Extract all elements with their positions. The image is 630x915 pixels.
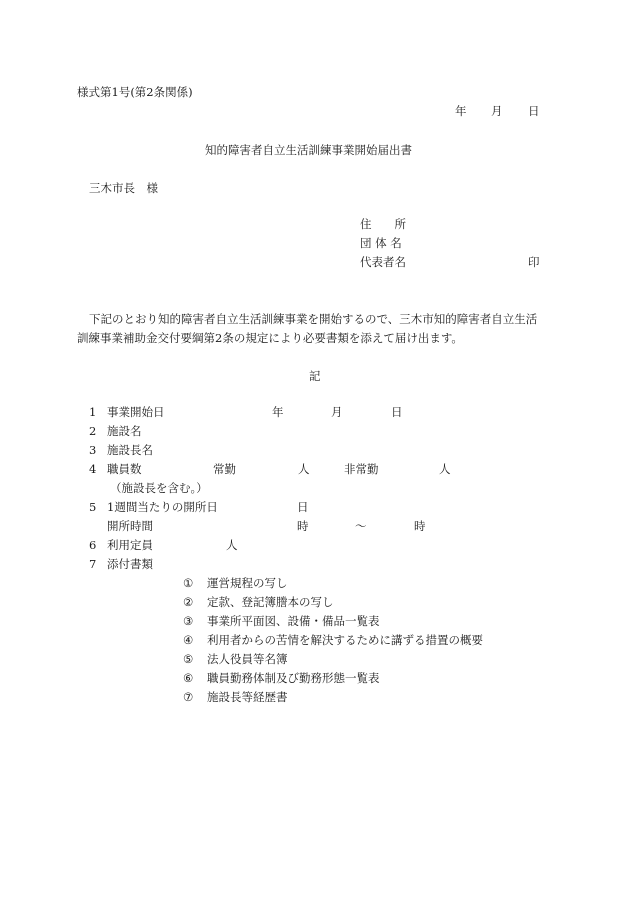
attachment-text: 利用者からの苦情を解決するために講ずる措置の概要 [207, 633, 483, 647]
body-line-2: 訓練事業補助金交付要綱第2条の規定により必要書類を添えて届け出ます。 [77, 331, 463, 345]
attachment-mark: ⑦ [183, 690, 194, 704]
attachment-text: 運営規程の写し [207, 576, 288, 590]
attachment-item [183, 671, 380, 685]
body-line-1: 下記のとおり知的障害者自立生活訓練事業を開始するので、三木市知的障害者自立生活 [89, 312, 538, 326]
attachment-text: 施設長等経歴書 [207, 690, 288, 704]
item-4-person-unit-2: 人 [439, 462, 451, 476]
representative-label: 代表者名 [360, 255, 406, 269]
item-5-day-unit: 日 [297, 500, 309, 514]
attachment-item [183, 614, 380, 628]
address-label: 住 所 [360, 217, 406, 231]
date-month-label: 月 [491, 104, 503, 118]
attachment-mark: ④ [183, 633, 194, 647]
attachment-mark: ⑥ [183, 671, 194, 685]
attachment-item [183, 652, 288, 666]
ki-heading: 記 [309, 369, 321, 383]
item-4-fulltime-label: 常勤 [213, 462, 236, 476]
date-day-label: 日 [528, 104, 540, 118]
attachment-mark: ⑤ [183, 652, 194, 666]
item-4-label: 職員数 [107, 462, 142, 476]
form-number: 様式第1号(第2条関係) [77, 85, 193, 99]
item-4-parttime-label: 非常勤 [344, 462, 379, 476]
item-3-label: 施設長名 [107, 443, 153, 457]
item-4-note: （施設長を含む。） [110, 481, 208, 495]
item-1-year: 年 [272, 405, 284, 419]
attachment-text: 法人役員等名簿 [207, 652, 288, 666]
item-4-person-unit-1: 人 [298, 462, 310, 476]
attachment-item [183, 633, 483, 647]
item-5-label: 1週間当たりの開所日 [107, 500, 218, 514]
attachment-text: 事業所平面図、設備・備品一覧表 [207, 614, 380, 628]
attachment-item [183, 595, 334, 609]
attachment-item [183, 576, 288, 590]
attachment-item [183, 690, 288, 704]
item-1-label: 事業開始日 [107, 405, 165, 419]
item-4-number: 4 [89, 462, 97, 476]
item-6-number: 6 [89, 538, 97, 552]
item-7-number: 7 [89, 557, 97, 571]
attachment-text: 定款、登記簿謄本の写し [207, 595, 334, 609]
item-7-label: 添付書類 [107, 557, 153, 571]
addressee: 三木市長 様 [89, 181, 158, 195]
item-5-hour-end: 時 [414, 519, 426, 533]
attachment-mark: ① [183, 576, 194, 590]
item-6-person-unit: 人 [226, 538, 238, 552]
item-6-label: 利用定員 [107, 538, 153, 552]
item-5-number: 5 [89, 500, 97, 514]
seal-label: 印 [528, 255, 540, 269]
item-5-hours-label: 開所時間 [107, 519, 153, 533]
attachment-text: 職員勤務体制及び勤務形態一覧表 [207, 671, 380, 685]
date-year-label: 年 [455, 104, 467, 118]
item-5-hour-start: 時 [297, 519, 309, 533]
item-1-number: 1 [89, 405, 97, 419]
group-name-label: 団 体 名 [360, 236, 402, 250]
attachment-mark: ② [183, 595, 194, 609]
item-3-number: 3 [89, 443, 97, 457]
attachment-mark: ③ [183, 614, 194, 628]
item-5-tilde: ～ [355, 519, 367, 533]
item-2-number: 2 [89, 424, 97, 438]
item-1-day: 日 [391, 405, 403, 419]
item-2-label: 施設名 [107, 424, 142, 438]
item-1-month: 月 [331, 405, 343, 419]
document-title: 知的障害者自立生活訓練事業開始届出書 [205, 143, 412, 157]
